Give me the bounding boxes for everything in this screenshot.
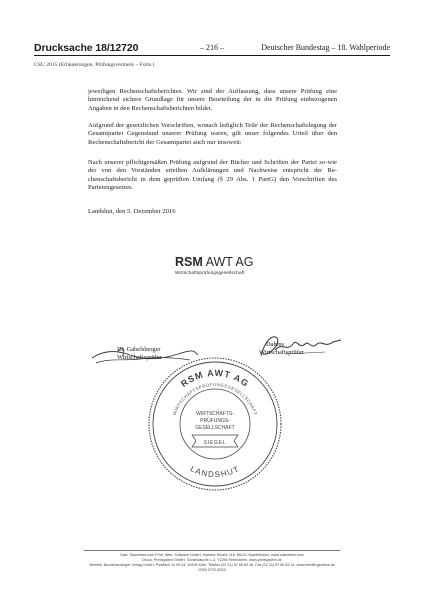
firm-name-bold: RSM	[175, 255, 203, 269]
document-number	[34, 42, 138, 54]
signatory-left-name: Dr. Gabelsberger	[117, 346, 161, 353]
firm-name	[175, 256, 254, 269]
page-number: – 216 –	[200, 43, 224, 52]
seal-ring-text: WIRTSCHAFTSPRÜFUNGSGESELLSCHAFT	[171, 382, 259, 416]
firm-subtitle: Wirtschaftsprüfungsgesellschaft	[175, 270, 245, 275]
paragraph-3: Nach unserer pflichtgemäßen Prüfung aufgrund der Bücher und Schriften der Partei so-wie der von den Vorständen erteilten Aufklärungen und Nachweise entspricht der Re-chenschaftsbericht in dem geprüften Umfang (§ 29 Abs. 1 PartG) den Vorschriften des Parteiengesetzes.	[88, 159, 337, 192]
header-rule	[34, 55, 390, 56]
paragraph-2: Aufgrund der gesetzlichen Vorschriften, wonach lediglich Teile der Rechenschaftslegung der Gesamtpartei Gegenstand unserer Prüfung waren, gilt unser folgendes Urteil über den Rechenschaftsbericht der Gesamtpartei auch nur insoweit:	[88, 122, 337, 146]
footer-line-2: Druck: Printsystem GmbH, Schafwäsche 1-3, 71296 Heimsheim, www.printsystem.de	[142, 558, 282, 562]
place-date: Landshut, den 5. Dezember 2016	[88, 208, 176, 215]
seal-center-line-1: WIRTSCHAFTS-	[196, 411, 234, 417]
signatory-right-title: Wirtschaftsprüfer	[259, 349, 304, 356]
seal-top-text: RSM AWT AG	[178, 367, 251, 390]
parliament-period: Deutscher Bundestag – 18. Wahlperiode	[261, 43, 390, 52]
document-number-value: 12720	[109, 42, 139, 54]
footer-line-3: Vertrieb: Bundesanzeiger Verlag GmbH, Postfach 10 05 34, 50445 Köln, Telefon (02 21) 97 66 83 40, Fax (02 21) 97 66 83 44, www.betrifft-gesetze.de	[89, 563, 335, 567]
firm-name-rest: AWT AG	[202, 255, 254, 269]
signatory-right-name: Dahms	[266, 341, 285, 348]
footer-line-4: ISSN 0722-8333	[198, 568, 226, 572]
seal-ribbon-text: SIEGEL	[203, 440, 227, 446]
document-number-prefix: Drucksache 18/	[34, 42, 110, 54]
signatory-left-title: Wirtschaftsprüfer	[117, 354, 162, 361]
running-head: CSU 2015 (Erläuterungen, Prüfungsvermerk – Forts.)	[34, 62, 155, 68]
official-seal-icon	[144, 353, 286, 495]
seal-center-line-2: PRÜFUNGS-	[200, 418, 230, 424]
page-header	[34, 42, 390, 54]
svg-text:LANDSHUT	[189, 464, 241, 479]
seal-center-line-3: GESELLSCHAFT	[195, 425, 235, 431]
page-footer	[70, 553, 354, 573]
paragraph-1: jeweiligen Rechenschaftsberichtes. Wir sind der Auffassung, dass unsere Prüfung eine hinreichend sichere Grundlage für unsere Beurteilung der in die Prüfung einbezogenen Angaben in den Rechenschaftsberichten bildet.	[88, 88, 337, 112]
firm-block	[175, 256, 254, 275]
footer-line-1: Satz: Satzweiss.com Print, Web, Software GmbH, Mainzer Straße 116, 66121 Saarbrücken, www.satzweiss.com	[120, 553, 304, 557]
seal-bottom-text: LANDSHUT	[188, 464, 242, 480]
footer-rule	[84, 550, 340, 551]
